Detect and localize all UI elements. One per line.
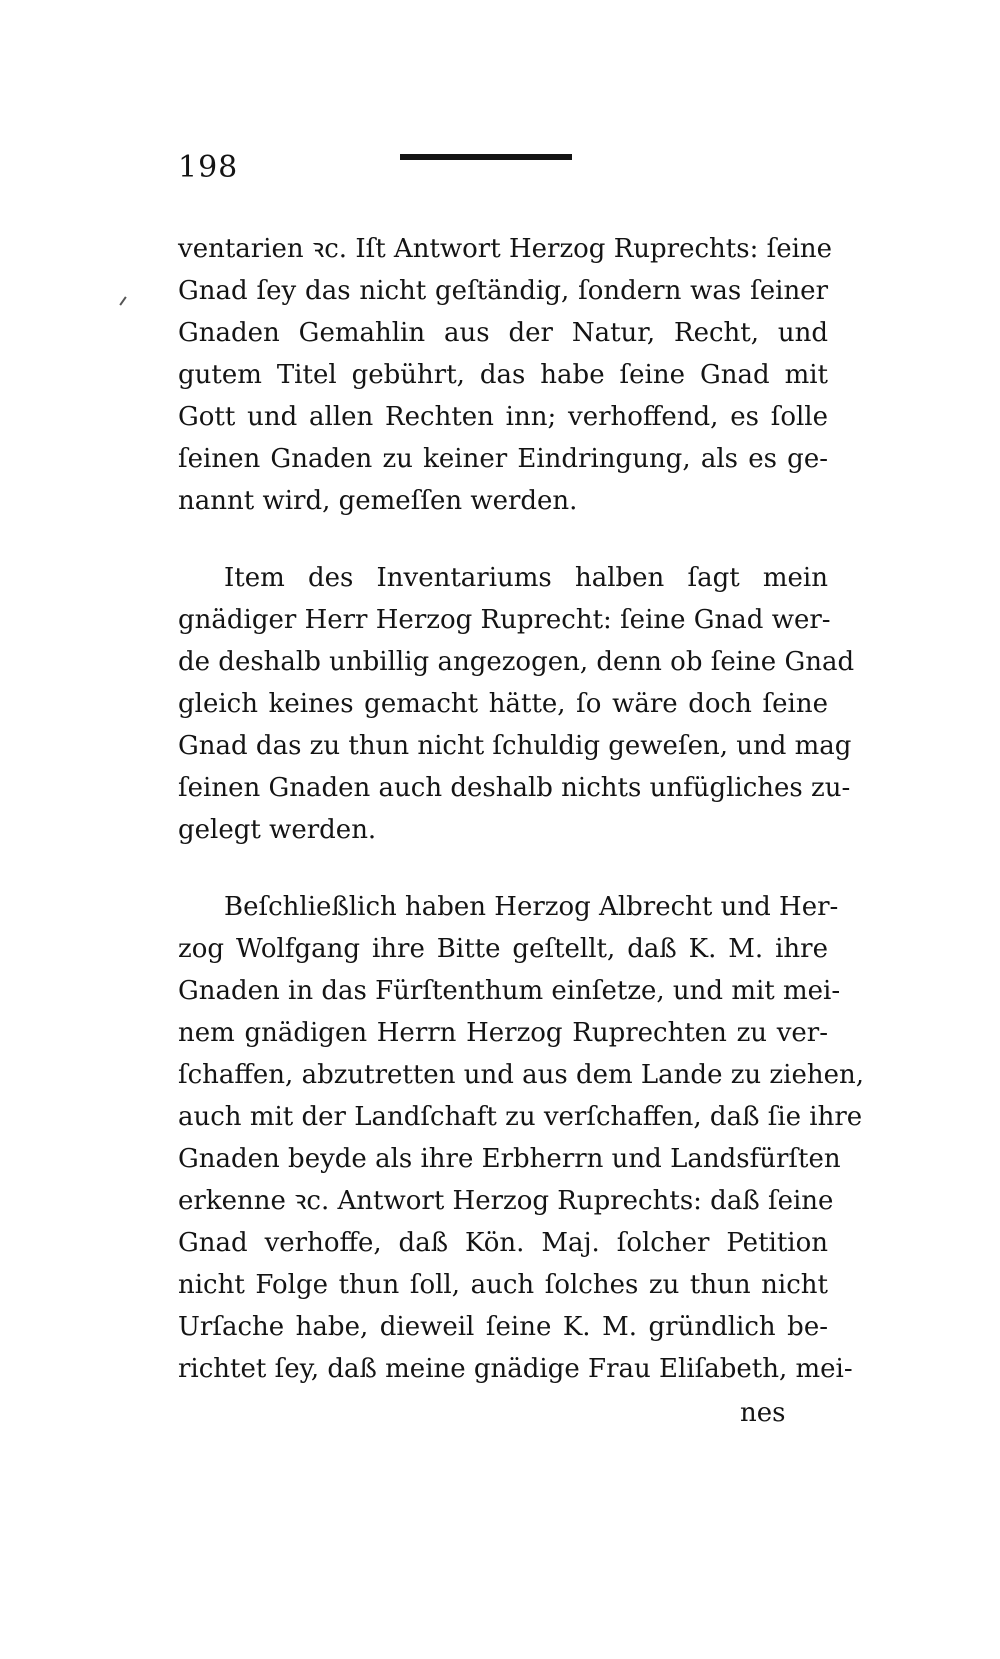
- text-line: de deshalb unbillig angezogen, denn ob ſeine Gnad: [178, 647, 855, 677]
- text-line: gleich keines gemacht hätte, ſo wäre doch ſeine: [178, 689, 828, 719]
- text-line: zog Wolfgang ihre Bitte geſtellt, daß K. M. ihre: [178, 934, 828, 964]
- text-line: Beſchließlich haben Herzog Albrecht und Her-: [224, 892, 839, 922]
- text-line: ſchaffen, abzutretten und aus dem Lande zu ziehen,: [178, 1060, 864, 1090]
- text-line: gutem Titel gebührt, das habe ſeine Gnad mit: [178, 360, 828, 390]
- text-line: Gnaden in das Fürſtenthum einſetze, und mit mei-: [178, 976, 841, 1006]
- paragraph-2: [178, 557, 855, 851]
- header-rule: [400, 154, 572, 160]
- text-line: ſeinen Gnaden auch deshalb nichts unfügliches zu-: [178, 773, 851, 803]
- text-line: auch mit der Landſchaft zu verſchaffen, daß ſie ihre: [178, 1102, 863, 1132]
- paragraph-1: [178, 228, 833, 522]
- text-line: Gnaden Gemahlin aus der Natur, Recht, und: [178, 318, 828, 348]
- stray-ink-mark: [119, 296, 126, 305]
- text-line: Gnad verhoffe, daß Kön. Maj. ſolcher Petition: [178, 1228, 828, 1258]
- text-line: Gott und allen Rechten inn; verhoffend, es ſolle: [178, 402, 828, 432]
- text-line: Urſache habe, dieweil ſeine K. M. gründlich be-: [178, 1312, 828, 1342]
- text-line: gnädiger Herr Herzog Ruprecht: ſeine Gnad wer-: [178, 605, 831, 635]
- body-text: [178, 228, 864, 1425]
- text-line: Gnad das zu thun nicht ſchuldig geweſen, und mag: [178, 731, 852, 761]
- text-line: Gnad ſey das nicht geſtändig, ſondern was ſeiner: [178, 276, 828, 306]
- text-line: nannt wird, gemeſſen werden.: [178, 486, 578, 516]
- text-line: Gnaden beyde als ihre Erbherrn und Landsfürſten: [178, 1144, 841, 1174]
- text-line: ſeinen Gnaden zu keiner Eindringung, als es ge-: [178, 444, 828, 474]
- text-line: richtet ſey, daß meine gnädige Frau Eliſabeth, mei-: [178, 1354, 853, 1384]
- text-line: Item des Inventariums halben ſagt mein: [224, 563, 828, 593]
- text-line: ventarien ꝛc. Iſt Antwort Herzog Ruprechts: ſeine: [178, 234, 833, 264]
- page-header: [178, 150, 828, 190]
- paragraph-3: [178, 886, 864, 1390]
- catchword: nes: [740, 1398, 786, 1428]
- page-number: 198: [178, 150, 239, 185]
- text-line: nicht Folge thun ſoll, auch ſolches zu thun nicht: [178, 1270, 828, 1300]
- text-line: erkenne ꝛc. Antwort Herzog Ruprechts: daß ſeine: [178, 1186, 834, 1216]
- text-line: gelegt werden.: [178, 815, 377, 845]
- text-line: nem gnädigen Herrn Herzog Ruprechten zu ver-: [178, 1018, 828, 1048]
